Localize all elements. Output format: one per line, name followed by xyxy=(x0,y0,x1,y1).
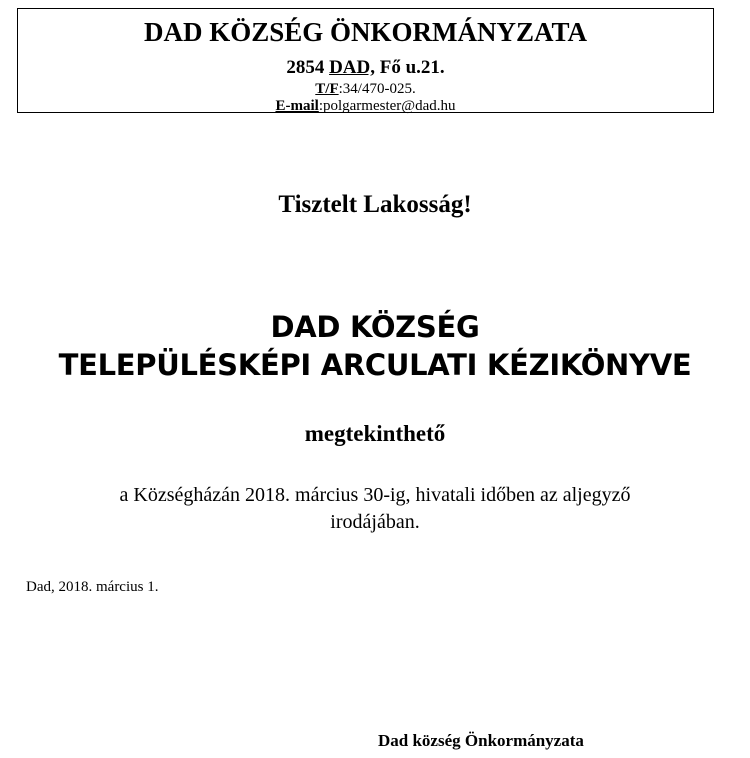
letterhead-address xyxy=(18,57,713,79)
email-value: :polgarmester@dad.hu xyxy=(318,98,456,114)
city: DAD, xyxy=(329,57,375,78)
letterhead-title: DAD KÖZSÉG ÖNKORMÁNYZATA xyxy=(143,17,588,47)
letterhead-phone xyxy=(18,81,713,98)
body-line-1: a Községházán 2018. március 30-ig, hivatali időben az aljegyző xyxy=(119,484,631,506)
main-title-line-1: DAD KÖZSÉG xyxy=(270,310,480,344)
viewable-note: megtekinthető xyxy=(304,421,446,446)
greeting: Tisztelt Lakosság! xyxy=(278,191,472,218)
street: Fő u.21. xyxy=(379,57,445,78)
email-label: E-mail xyxy=(275,98,319,114)
signature: Dad község Önkormányzata xyxy=(378,731,584,750)
phone-value: :34/470-025. xyxy=(338,81,416,97)
main-title-line-2: TELEPÜLÉSKÉPI ARCULATI KÉZIKÖNYVE xyxy=(58,348,692,382)
postcode: 2854 xyxy=(286,57,325,78)
letter-date: Dad, 2018. március 1. xyxy=(26,579,159,595)
letterhead-box xyxy=(17,8,714,113)
main-title xyxy=(0,308,750,384)
letterhead-email xyxy=(18,98,713,115)
body-line-2: irodájában. xyxy=(330,511,420,533)
body-paragraph xyxy=(40,482,710,536)
phone-label: T/F xyxy=(315,81,339,97)
